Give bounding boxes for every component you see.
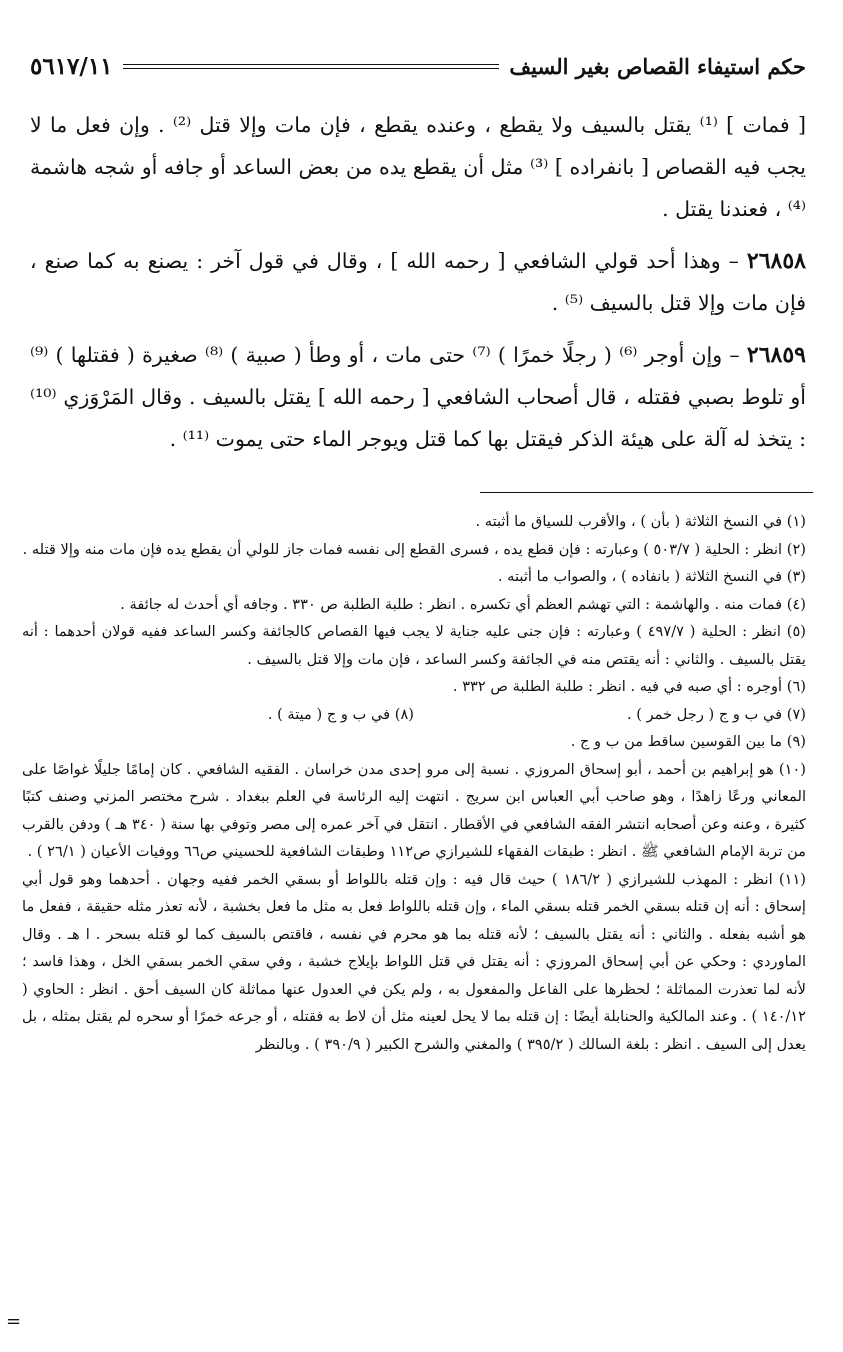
header-rule [123,64,500,69]
footnote-2: (٢) انظر : الحلية ( ٥٠٣/٧ ) وعبارته : فإن قطع يده ، فسرى القطع إلى نفسه فمات جاز للولي أن يقطع يده فإن مات منه وإلا قتله . [22,540,806,558]
page-header [30,46,806,86]
paragraph-26859 [30,334,806,460]
footnote-1: (١) في النسخ الثلاثة ( بأن ) ، والأقرب للسياق ما أثبته . [475,513,806,530]
running-title: حكم استيفاء القصاص بغير السيف [509,53,806,79]
footnote-3: (٣) في النسخ الثلاثة ( بانفاده ) ، والصواب ما أثبته . [497,568,806,585]
main-text [30,104,806,470]
footnote-10: (١٠) هو إبراهيم بن أحمد ، أبو إسحاق المروزي . نسبة إلى مرو إحدى مدن خراسان . الفقيه الشافعي . كان إمامًا جليلًا غواصًا على المعاني ورعًا زاهدًا ، وهو صاحب أبي العباس ابن سريج . انتهت إليه الرئاسة في العلم ببغداد . شرح مختصر المزني وصنف كتبًا كثيرة ، وعنه وعن أصحابه انتشر الفقه الشافعي في الأقطار . انتقل في آخر عمره إلى مصر وتوفي بها سنة ( ٣٤٠ هـ ) ودفن بالقرب من تربة الإمام الشافعي ﷺ . انظر : طبقات الفقهاء للشيرازي ص١١٢ وطبقات الشافعية للحسيني ص٦٦ ووفيات الأعيان ( ٢٦/١ ) . [22,760,806,860]
footnote-9: (٩) ما بين القوسين ساقط من ب و ج . [570,733,806,750]
page-number: ٥٦١٧/١١ [30,52,113,80]
paragraph-number: ٢٦٨٥٨ [746,248,806,274]
footnote-8: (٨) في ب و ج ( ميتة ) . [267,705,414,723]
footnote-4: (٤) فمات منه . والهاشمة : التي تهشم العظم أي تكسره . انظر : طلبة الطلبة ص ٣٣٠ . وجافه أي أحدث له جائفة . [120,595,806,613]
footnotes [22,508,806,1058]
continuation-mark: = [6,1311,22,1332]
paragraph-continued: [ فمات ] ⁽¹⁾ يقتل بالسيف ولا يقطع ، وعنده يقطع ، فإن مات وإلا قتل ⁽²⁾ . وإن فعل ما لا يجب فيه القصاص [ بانفراده ] ⁽³⁾ مثل أن يقطع يده من بعض الساعد أو جافه أو شجه هاشمة ⁽⁴⁾ ، فعندنا يقتل . [30,113,806,221]
footnote-5: (٥) انظر : الحلية ( ٤٩٧/٧ ) وعبارته : فإن جنى عليه جناية لا يجب فيها القصاص كالجائفة وكسر الساعد ففيه قولان أحدهما : أنه يقتل بالسيف . والثاني : أنه يقتص منه في الجائفة وكسر الساعد ، فإن مات وإلا قتل بالسيف . [22,623,806,668]
footnote-7: (٧) في ب و ج ( رجل خمر ) . [627,705,806,723]
paragraph-text: – وإن أوجر ⁽⁶⁾ ( رجلًا خمرًا ) ⁽⁷⁾ حتى مات ، أو وطأ ( صبية ) ⁽⁸⁾ صغيرة ( فقتلها ) ⁽⁹⁾ أو تلوط بصبي فقتله ، قال أصحاب الشافعي [ رحمه الله ] يقتل بالسيف . وقال المَرْوَزي ⁽¹⁰⁾ : يتخذ له آلة على هيئة الذكر فيقتل بها كما قتل ويوجر الماء حتى يموت ⁽¹¹⁾ . [30,343,806,451]
paragraph-26858 [30,240,806,324]
paragraph-number: ٢٦٨٥٩ [746,342,806,368]
footnote-11: (١١) انظر : المهذب للشيرازي ( ١٨٦/٢ ) حيث قال فيه : وإن قتله باللواط أو بسقي الخمر ففيه وجهان . أحدهما وهو قول أبي إسحاق : أنه إن قتله بسقي الخمر قتله بسقي الماء ، وإن قتله باللواط فعل به مثل ما فعل بخشبة ، لأنه تعذر مثله حقيقة ، ففعل ما هو أشبه بفعله . والثاني : أنه يقتل بالسيف ؛ لأنه قتله بما هو محرم في نفسه ، فاقتص بالسيف كما لو قتله بسحر . ا هـ . وقال الماوردي : وحكي عن أبي إسحاق المروزي : أنه يقتل في قتل اللواط بإيلاج خشبة ، وفي سقي الخمر بسقي الخل ، وهذا فاسد ؛ لأنه لما تعذرت المماثلة ؛ لحظرها على الفاعل والمفعول به ، ولم يكن في العدول عنها مماثلة كان السيف أحق . انظر : الحاوي ( ١٤٠/١٢ ) . وعند المالكية والحنابلة أيضًا : إن قتله بما لا يحل لعينه مثل أن لاط به فقتله ، أو جرعه خمرًا أو سحره لم يقتل بمثله ، بل يعدل إلى السيف . انظر : بلغة السالك ( ٣٩٥/٢ ) والمغني والشرح الكبير ( ٣٩٠/٩ ) . وبالنظر [22,870,806,1053]
footnote-6: (٦) أوجره : أي صبه في فيه . انظر : طلبة الطلبة ص ٣٣٢ . [452,678,806,695]
footnote-separator [480,492,813,493]
paragraph-text: – وهذا أحد قولي الشافعي [ رحمه الله ] ، وقال في قول آخر : يصنع به كما صنع ، فإن مات وإلا قتل بالسيف ⁽⁵⁾ . [30,249,806,315]
footnotes-7-8 [22,701,806,729]
